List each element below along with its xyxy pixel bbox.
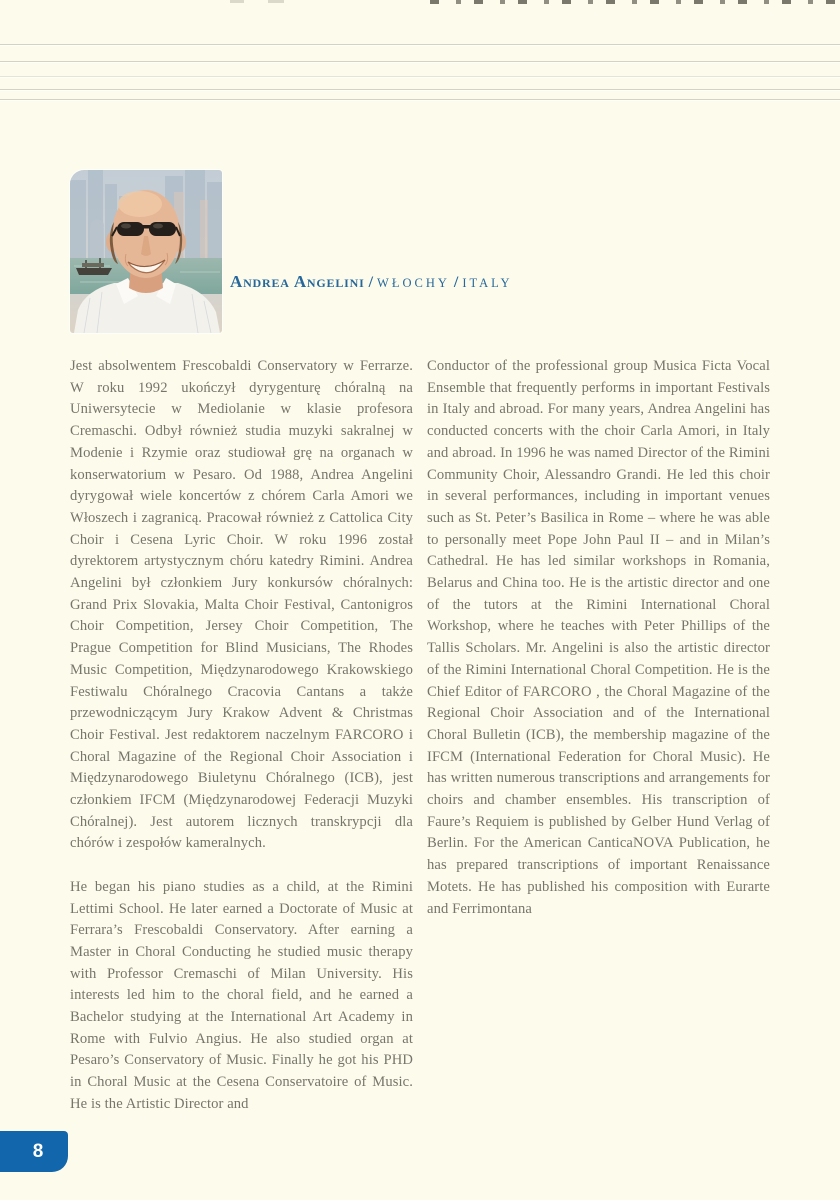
byline	[230, 272, 513, 292]
byline-separator: /	[453, 274, 459, 291]
staff-line	[0, 44, 840, 45]
staff-line	[0, 89, 840, 90]
page-number: 8	[32, 1140, 44, 1162]
left-column	[70, 356, 413, 1137]
person-name: Andrea Angelini	[230, 272, 365, 291]
bio-paragraph-english-right: Conductor of the professional group Musica Ficta Vocal Ensemble that frequently performs in important Festivals in Italy and abroad. For many years, Andrea Angelini has conducted concerts with the choir Carla Amori, in Italy and abroad. In 1996 he was named Director of the Rimini Community Choir, Alessandro Grandi. He led this choir in several performances, including in important venues such as St. Peter’s Basilica in Rome – where he was able to personally meet Pope John Paul II – and in Milan’s Cathedral. He has led similar workshops in Romania, Belarus and China too. He is the artistic director and one of the tutors at the Rimini International Choral Workshop, where he teaches with Peter Phillips of the Tallis Scholars. Mr. Angelini is also the artistic director of the Rimini International Choral Competition. He is the Chief Editor of FARCORO , the Choral Magazine of the Regional Choir Association and of the International Choral Bulletin (ICB), the membership magazine of the IFCM (International Federation for Choral Music). He has written numerous transcriptions and arrangements for choirs and chamber ensembles. His transcription of Faure’s Requiem is published by Gelber Hund Verlag of Berlin. For the American CanticaNOVA Publication, he has prepared transcriptions of important Renaissance Motets. He has published his composition with Eurarte and Ferrimontana	[427, 358, 770, 917]
page-number-tab	[0, 1131, 68, 1172]
staff-line	[0, 99, 840, 100]
portrait-photo-illustration	[70, 170, 222, 333]
print-artifact-marks	[430, 0, 840, 4]
print-artifact-mark	[268, 0, 284, 3]
portrait-photo	[70, 170, 222, 333]
staff-line	[0, 76, 840, 77]
bio-paragraph-polish: Jest absolwentem Frescobaldi Conservatory w Ferrarze. W roku 1992 ukończył dyrygenturę chóralną na Uniwersytecie w Mediolanie w klasie profesora Cremaschi. Odbył również studia muzyki sakralnej w Modenie i Rzymie oraz studiował grę na organach w konserwatorium w Pesaro. Od 1988, Andrea Angelini dyrygował wiele koncertów z chórem Carla Amori we Włoszech i zagranicą. Pracował również z Cattolica City Choir i Cesena Lyric Choir. W roku 1996 został dyrektorem artystycznym chóru katedry Rimini. Andrea Angelini był członkiem Jury konkursów chóralnych: Grand Prix Slovakia, Malta Choir Festival, Cantonigros Choir Competition, Jersey Choir Competition, The Prague Competition for Blind Musicians, The Rhodes Music Competition, Międzynarodowego Krakowskiego Festiwalu Chóralnego Cracovia Cantans a także przewodniczącym Jury Krakow Advent & Christmas Choir Festival. Jest redaktorem naczelnym FARCORO i Choral Magazine of the Regional Choir Association i Międzynarodowego Biuletynu Chóralnego (ICB), jest członkiem IFCM (Międzynarodowej Federacji Muzyki Chóralnej). Jest autorem licznych transkrypcji dla chórów i zespołów kameralnych.	[70, 358, 413, 852]
country-polish: WŁOCHY	[377, 276, 450, 290]
right-column	[427, 356, 770, 942]
print-artifact-mark	[230, 0, 244, 3]
byline-separator: /	[368, 274, 374, 291]
staff-line	[0, 61, 840, 62]
bio-paragraph-english-left: He began his piano studies as a child, at the Rimini Lettimi School. He later earned a Doctorate of Music at Ferrara’s Frescobaldi Conservatory. After earning a Master in Choral Conducting he studied music therapy with Professor Cremaschi of Milan University. His interests led him to the choral field, and he earned a Bachelor studying at the International Art Academy in Rome with Fulvio Angius. He also studied organ at Pesaro’s Conservatory of Music. Finally he got his PHD in Choral Music at the Cesena Conservatoire of Music. He is the Artistic Director and	[70, 878, 413, 1112]
country-english: ITALY	[462, 276, 513, 290]
